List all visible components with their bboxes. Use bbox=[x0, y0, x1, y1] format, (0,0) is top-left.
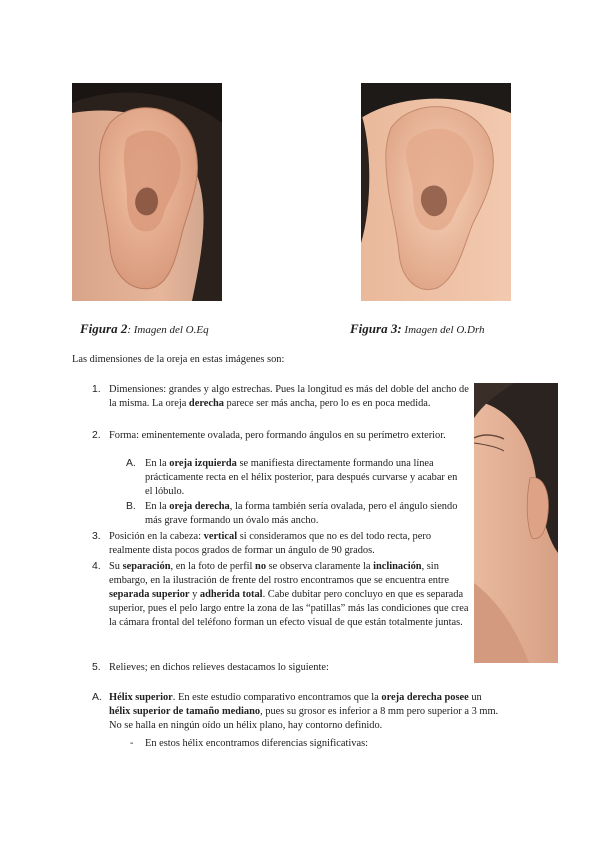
bold-text: vertical bbox=[203, 531, 238, 542]
list-item-relieves bbox=[109, 661, 469, 675]
intro-paragraph: Las dimensiones de la oreja en estas imágenes son: bbox=[72, 354, 285, 365]
list-item-oreja-izquierda bbox=[145, 457, 467, 499]
text-run: En la bbox=[145, 458, 170, 469]
bold-text: adherida total bbox=[199, 589, 263, 600]
bold-text: oreja derecha bbox=[169, 501, 230, 512]
text-run: Dimensiones: grandes y algo estrechas. Pues la longitud es más del doble del ancho de la misma. La oreja bbox=[109, 384, 469, 409]
list-number-4: 4. bbox=[92, 561, 101, 572]
text-run: . Cabe dubitar pero concluyo en que es separada superior, pues el pelo largo entre la zona de las “patillas” más las condiciones que crea la cámara frontal del teléfono forman un efecto visual de que están totalmente juntas. bbox=[109, 589, 469, 628]
text-run: . En este estudio comparativo encontramos que la bbox=[172, 692, 382, 703]
text-run: si consideramos que no es del todo recta, pero realmente dista pocos grados de formar un ángulo de 90 grados. bbox=[109, 531, 432, 556]
list-letter-a: A. bbox=[126, 458, 136, 469]
figure-3-text: Imagen del O.Drh bbox=[401, 324, 485, 336]
list-letter-b: B. bbox=[126, 501, 136, 512]
bold-text: inclinación bbox=[373, 561, 422, 572]
right-ear-photo bbox=[361, 83, 511, 301]
profile-face-photo bbox=[474, 383, 558, 663]
figure-3-label: Figura 3: bbox=[350, 321, 402, 336]
list-number-1: 1. bbox=[92, 384, 101, 395]
text-run: , pues su grosor es inferior a 8 mm pero superior a 3 mm. No se halla en ningún oído un hélix plano, hay contorno definido. bbox=[109, 706, 499, 731]
figure-3-caption bbox=[350, 321, 485, 337]
figure-2-caption bbox=[80, 321, 209, 337]
list-letter-a-helix: A. bbox=[92, 692, 102, 703]
text-run: Su bbox=[109, 561, 123, 572]
list-dash: - bbox=[130, 738, 134, 749]
left-ear-photo bbox=[72, 83, 222, 301]
text-run: , en la foto de perfil bbox=[170, 561, 256, 572]
text-run: y bbox=[189, 589, 200, 600]
bold-text: derecha bbox=[188, 398, 224, 409]
text-run: un bbox=[468, 692, 482, 703]
bold-text: separada superior bbox=[109, 589, 190, 600]
text-run: En la bbox=[145, 501, 170, 512]
list-item-helix-superior bbox=[109, 691, 504, 733]
bold-text: oreja izquierda bbox=[169, 458, 237, 469]
text-run: se observa claramente la bbox=[266, 561, 374, 572]
bold-text: no bbox=[255, 561, 267, 572]
bold-text: oreja derecha posee bbox=[381, 692, 469, 703]
list-item-separacion bbox=[109, 560, 469, 630]
text-run: se manifiesta directamente formando una línea prácticamente recta en el hélix posterior, para después curvarse y acabar en el lóbulo. bbox=[145, 458, 458, 497]
bold-text: separación bbox=[122, 561, 171, 572]
figure-2-label: Figura 2 bbox=[80, 321, 128, 336]
list-item-forma bbox=[109, 429, 469, 443]
text-run: En estos hélix encontramos diferencias significativas: bbox=[145, 738, 369, 749]
text-run: Posición en la cabeza: bbox=[109, 531, 204, 542]
figure-2-text: : Imagen del O.Eq bbox=[127, 324, 209, 336]
text-run: , la forma también sería ovalada, pero el ángulo siendo más grave formando un óvalo más ancho. bbox=[145, 501, 458, 526]
bold-text: hélix superior de tamaño mediano bbox=[109, 706, 261, 717]
list-item-posicion bbox=[109, 530, 469, 558]
list-item-oreja-derecha bbox=[145, 500, 467, 528]
list-number-3: 3. bbox=[92, 531, 101, 542]
list-item-diferencias bbox=[145, 737, 475, 751]
bold-text: Hélix superior bbox=[109, 692, 173, 703]
list-number-2: 2. bbox=[92, 430, 101, 441]
list-number-5: 5. bbox=[92, 662, 101, 673]
text-run: parece ser más ancha, pero lo es en poca medida. bbox=[223, 398, 431, 409]
text-run: Relieves; en dichos relieves destacamos lo siguiente: bbox=[109, 662, 329, 673]
text-run: , sin embargo, en la ilustración de frente del rostro encontramos que se encuentra entre bbox=[109, 561, 449, 586]
text-run: Forma: eminentemente ovalada, pero formando ángulos en su perímetro exterior. bbox=[109, 430, 446, 441]
list-item-dimensiones bbox=[109, 383, 469, 411]
